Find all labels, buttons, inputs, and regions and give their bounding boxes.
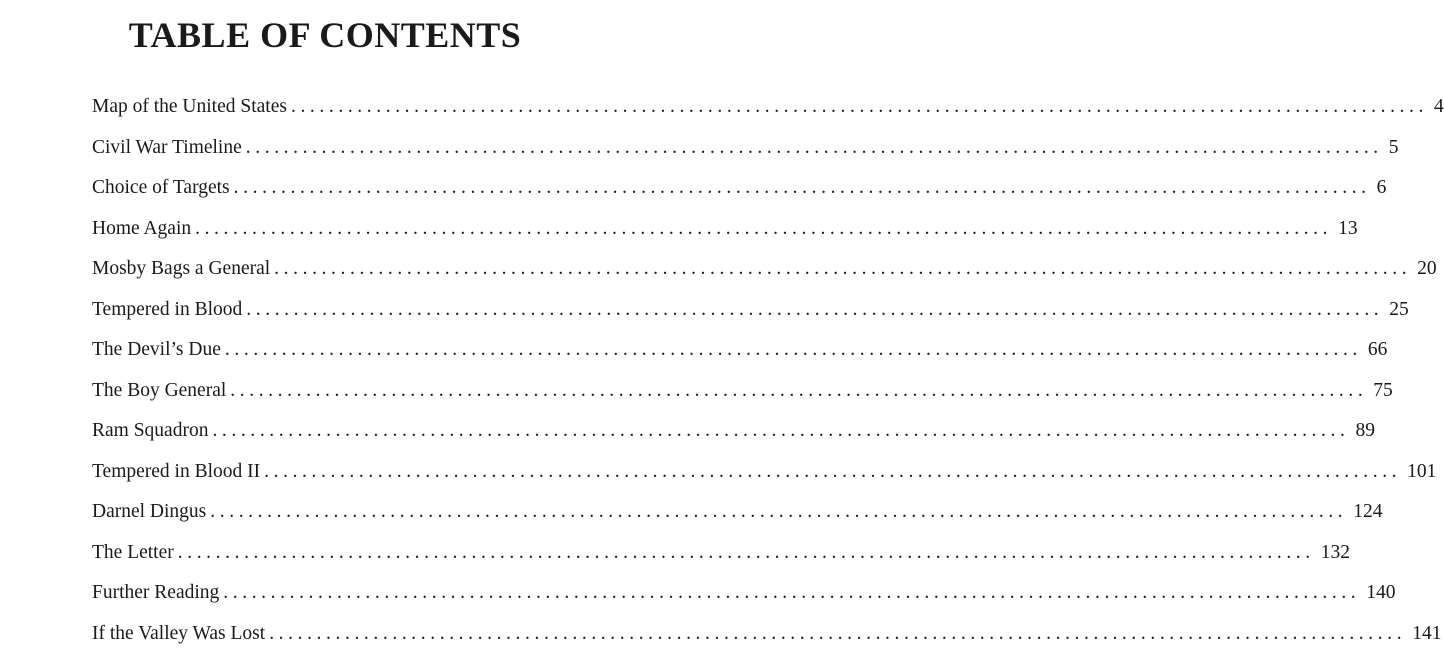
toc-entry-title: Further Reading [92, 582, 220, 603]
toc-entry [92, 417, 1375, 458]
toc-entry-page: 101 [1407, 460, 1437, 482]
toc-entry [92, 579, 1396, 620]
dot-leader: ........................................................................................................................ [264, 460, 1402, 482]
toc-entry [92, 458, 1437, 499]
toc-entry-title: The Boy General [92, 379, 227, 401]
toc-entry-title: Choice of Targets [92, 177, 230, 198]
toc-entry-title: Civil War Timeline [92, 136, 242, 158]
dot-leader: ........................................................................................................................ [195, 217, 1333, 239]
dot-leader: ........................................................................................................................ [212, 420, 1350, 441]
dot-leader: ........................................................................................................................ [177, 541, 1315, 563]
dot-leader: ........................................................................................................................ [290, 96, 1428, 117]
dot-leader: ........................................................................................................................ [245, 136, 1383, 158]
toc-entry [92, 336, 1388, 377]
toc-entry-page: 141 [1412, 622, 1442, 644]
dot-leader: ........................................................................................................................ [230, 379, 1368, 401]
toc-list [92, 93, 1444, 660]
toc-entry [92, 255, 1437, 296]
toc-entry-page: 5 [1388, 136, 1399, 158]
dot-leader: ........................................................................................................................ [210, 501, 1348, 522]
dot-leader: ........................................................................................................................ [274, 258, 1412, 279]
toc-entry [92, 215, 1358, 256]
toc-entry-title: Tempered in Blood [92, 298, 243, 320]
toc-entry-title: The Letter [92, 541, 174, 563]
toc-entry-title: If the Valley Was Lost [92, 622, 266, 644]
dot-leader: ........................................................................................................................ [246, 298, 1384, 320]
toc-entry-title: Home Again [92, 217, 192, 239]
toc-entry [92, 620, 1442, 661]
toc-entry [92, 134, 1399, 175]
toc-entry-title: Map of the United States [92, 96, 287, 117]
dot-leader: ........................................................................................................................ [269, 622, 1407, 644]
toc-entry-title: Ram Squadron [92, 420, 209, 441]
toc-entry-page: 89 [1355, 420, 1375, 441]
toc-entry-page: 132 [1320, 541, 1350, 563]
toc-entry-page: 124 [1353, 501, 1383, 522]
toc-entry-title: The Devil’s Due [92, 339, 221, 360]
toc-entry-title: Darnel Dingus [92, 501, 207, 522]
toc-entry-page: 4 [1433, 96, 1444, 117]
dot-leader: ........................................................................................................................ [224, 339, 1362, 360]
toc-entry [92, 498, 1383, 539]
dot-leader: ........................................................................................................................ [223, 582, 1361, 603]
toc-entry [92, 296, 1409, 337]
toc-entry-page: 140 [1366, 582, 1396, 603]
page-title: TABLE OF CONTENTS [128, 15, 522, 55]
toc-entry [92, 539, 1350, 580]
toc-entry [92, 93, 1444, 134]
toc-entry-title: Mosby Bags a General [92, 258, 271, 279]
toc-entry-title: Tempered in Blood II [92, 460, 261, 482]
dot-leader: ........................................................................................................................ [233, 177, 1371, 198]
toc-entry [92, 174, 1387, 215]
toc-entry-page: 66 [1367, 339, 1388, 360]
toc-entry-page: 6 [1376, 177, 1387, 198]
toc-entry-page: 25 [1389, 298, 1409, 320]
toc-entry [92, 377, 1393, 418]
toc-entry-page: 13 [1338, 217, 1358, 239]
toc-entry-page: 75 [1373, 379, 1393, 401]
toc-entry-page: 20 [1417, 258, 1437, 279]
